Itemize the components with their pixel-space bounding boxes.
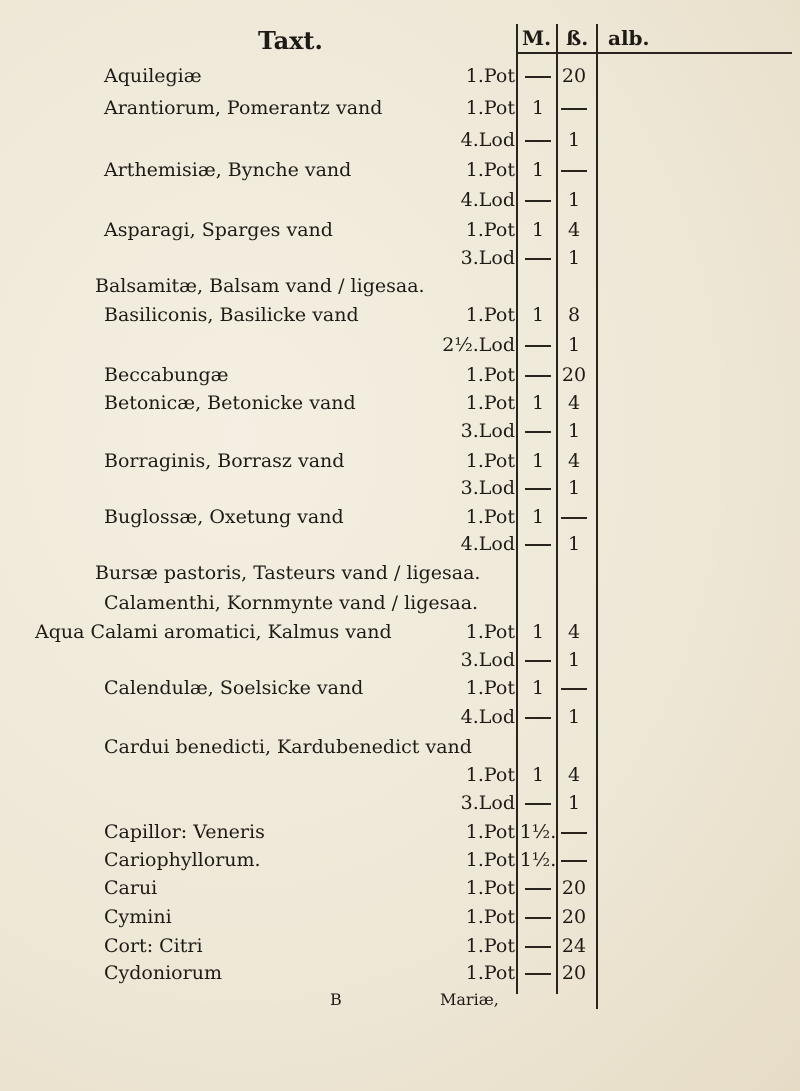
table-row xyxy=(0,244,800,272)
table-row xyxy=(0,389,800,417)
table-row xyxy=(0,126,800,154)
table-row xyxy=(0,903,800,931)
entry-m-dash xyxy=(518,530,558,558)
entry-m: 1 xyxy=(531,450,545,472)
entry-g: 1 xyxy=(567,189,581,211)
entry-name: Cort: Citri xyxy=(104,935,203,957)
entry-quantity: 1.Pot xyxy=(465,159,515,181)
table-row xyxy=(0,186,800,214)
table-row xyxy=(0,331,800,359)
entry-quantity: 1.Pot xyxy=(465,392,515,414)
entry-m: 1 xyxy=(531,304,545,326)
entry-name: Basiliconis, Basilicke vand xyxy=(104,304,359,326)
entry-g-dash xyxy=(554,156,594,184)
entry-g: 24 xyxy=(561,935,587,957)
table-row xyxy=(0,818,800,846)
entry-m-dash xyxy=(518,903,558,931)
table-row xyxy=(0,417,800,445)
entry-g: 1 xyxy=(567,649,581,671)
entry-quantity: 4.Lod xyxy=(460,706,515,728)
entry-name: Cariophyllorum. xyxy=(104,849,261,871)
entry-g-dash xyxy=(554,846,594,874)
entry-g-dash xyxy=(554,503,594,531)
entry-name: Aquilegiæ xyxy=(104,65,202,87)
entry-m: 1 xyxy=(531,159,545,181)
entry-quantity: 1.Pot xyxy=(465,97,515,119)
entry-quantity: 1.Pot xyxy=(465,506,515,528)
entry-g-dash xyxy=(554,674,594,702)
entry-quantity: 3.Lod xyxy=(460,420,515,442)
page-title: Taxt. xyxy=(258,26,323,55)
entry-m-dash xyxy=(518,874,558,902)
entry-g: 20 xyxy=(561,65,587,87)
signature-mark: B xyxy=(330,990,342,1009)
entry-g: 4 xyxy=(567,392,581,414)
entry-m-dash xyxy=(518,186,558,214)
entry-m-dash xyxy=(518,474,558,502)
table-row xyxy=(0,447,800,475)
entry-g: 4 xyxy=(567,621,581,643)
entry-quantity: 1.Pot xyxy=(465,849,515,871)
entry-m: 1 xyxy=(531,677,545,699)
entry-m-dash xyxy=(518,244,558,272)
entry-quantity: 1.Pot xyxy=(465,450,515,472)
entry-m: 1½. xyxy=(519,849,557,871)
entry-name: Aqua Calami aromatici, Kalmus vand xyxy=(35,621,392,643)
entry-quantity: 3.Lod xyxy=(460,649,515,671)
entry-name: Betonicæ, Betonicke vand xyxy=(104,392,356,414)
entry-g: 1 xyxy=(567,129,581,151)
table-row xyxy=(0,530,800,558)
table-row xyxy=(0,789,800,817)
table-row xyxy=(0,272,800,300)
entry-name: Capillor: Veneris xyxy=(104,821,265,843)
entry-g: 20 xyxy=(561,962,587,984)
entry-m-dash xyxy=(518,331,558,359)
entry-quantity: 4.Lod xyxy=(460,129,515,151)
entry-g: 4 xyxy=(567,764,581,786)
entry-name: Cardui benedicti, Kardubenedict vand xyxy=(104,736,472,758)
entry-m-dash xyxy=(518,646,558,674)
table-row xyxy=(0,301,800,329)
entry-g: 1 xyxy=(567,420,581,442)
entry-m: 1 xyxy=(531,764,545,786)
entry-quantity: 1.Pot xyxy=(465,877,515,899)
entry-quantity: 1.Pot xyxy=(465,677,515,699)
entry-m-dash xyxy=(518,361,558,389)
entry-g: 20 xyxy=(561,906,587,928)
column-header-g: ß. xyxy=(566,26,589,50)
entry-g: 8 xyxy=(567,304,581,326)
entry-name: Beccabungæ xyxy=(104,364,229,386)
table-row xyxy=(0,846,800,874)
entry-name: Balsamitæ, Balsam vand / ligesaa. xyxy=(95,275,425,297)
entry-m: 1 xyxy=(531,97,545,119)
entry-quantity: 3.Lod xyxy=(460,477,515,499)
entry-m: 1 xyxy=(531,392,545,414)
table-row xyxy=(0,703,800,731)
entry-m: 1 xyxy=(531,219,545,241)
entry-m-dash xyxy=(518,417,558,445)
entry-quantity: 1.Pot xyxy=(465,906,515,928)
catchword: Mariæ, xyxy=(440,990,499,1009)
entry-quantity: 4.Lod xyxy=(460,189,515,211)
entry-quantity: 3.Lod xyxy=(460,792,515,814)
entry-name: Calamenthi, Kornmynte vand / ligesaa. xyxy=(104,592,479,614)
entry-name: Cydoniorum xyxy=(104,962,222,984)
table-row xyxy=(0,216,800,244)
entry-m-dash xyxy=(518,126,558,154)
entry-quantity: 2½.Lod xyxy=(442,334,515,356)
table-row xyxy=(0,618,800,646)
entry-g-dash xyxy=(554,94,594,122)
entry-g: 4 xyxy=(567,219,581,241)
entry-name: Arantiorum, Pomerantz vand xyxy=(104,97,383,119)
table-row xyxy=(0,474,800,502)
entry-quantity: 1.Pot xyxy=(465,65,515,87)
entry-g-dash xyxy=(554,818,594,846)
entry-name: Buglossæ, Oxetung vand xyxy=(104,506,344,528)
entry-g: 1 xyxy=(567,533,581,555)
entry-m-dash xyxy=(518,62,558,90)
entry-m: 1½. xyxy=(519,821,557,843)
entry-quantity: 1.Pot xyxy=(465,935,515,957)
entry-g: 1 xyxy=(567,334,581,356)
entry-quantity: 1.Pot xyxy=(465,962,515,984)
entry-quantity: 1.Pot xyxy=(465,304,515,326)
entry-name: Cymini xyxy=(104,906,172,928)
table-row xyxy=(0,559,800,587)
table-row xyxy=(0,646,800,674)
table-row xyxy=(0,674,800,702)
entry-name: Bursæ pastoris, Tasteurs vand / ligesaa. xyxy=(95,562,481,584)
entry-quantity: 4.Lod xyxy=(460,533,515,555)
entry-name: Arthemisiæ, Bynche vand xyxy=(104,159,352,181)
table-row xyxy=(0,94,800,122)
entry-m: 1 xyxy=(531,621,545,643)
entry-quantity: 1.Pot xyxy=(465,764,515,786)
entry-name: Carui xyxy=(104,877,158,899)
entry-name: Asparagi, Sparges vand xyxy=(104,219,333,241)
table-row xyxy=(0,156,800,184)
entry-g: 1 xyxy=(567,792,581,814)
table-row xyxy=(0,589,800,617)
entry-g: 20 xyxy=(561,877,587,899)
table-row xyxy=(0,932,800,960)
table-row xyxy=(0,62,800,90)
table-row xyxy=(0,361,800,389)
entry-g: 1 xyxy=(567,706,581,728)
table-row xyxy=(0,761,800,789)
entry-quantity: 1.Pot xyxy=(465,621,515,643)
table-row xyxy=(0,874,800,902)
entry-g: 4 xyxy=(567,450,581,472)
entry-quantity: 1.Pot xyxy=(465,364,515,386)
entry-name: Calendulæ, Soelsicke vand xyxy=(104,677,364,699)
entry-quantity: 1.Pot xyxy=(465,219,515,241)
entry-m-dash xyxy=(518,789,558,817)
entry-m: 1 xyxy=(531,506,545,528)
entry-m-dash xyxy=(518,959,558,987)
entry-m-dash xyxy=(518,932,558,960)
entry-quantity: 3.Lod xyxy=(460,247,515,269)
entry-g: 1 xyxy=(567,477,581,499)
entry-quantity: 1.Pot xyxy=(465,821,515,843)
table-row xyxy=(0,733,800,761)
table-row xyxy=(0,959,800,987)
entry-g: 20 xyxy=(561,364,587,386)
table-row xyxy=(0,503,800,531)
entry-name: Borraginis, Borrasz vand xyxy=(104,450,345,472)
entry-m-dash xyxy=(518,703,558,731)
column-header-alb: alb. xyxy=(608,26,650,50)
column-header-m: M. xyxy=(522,26,552,50)
entry-g: 1 xyxy=(567,247,581,269)
